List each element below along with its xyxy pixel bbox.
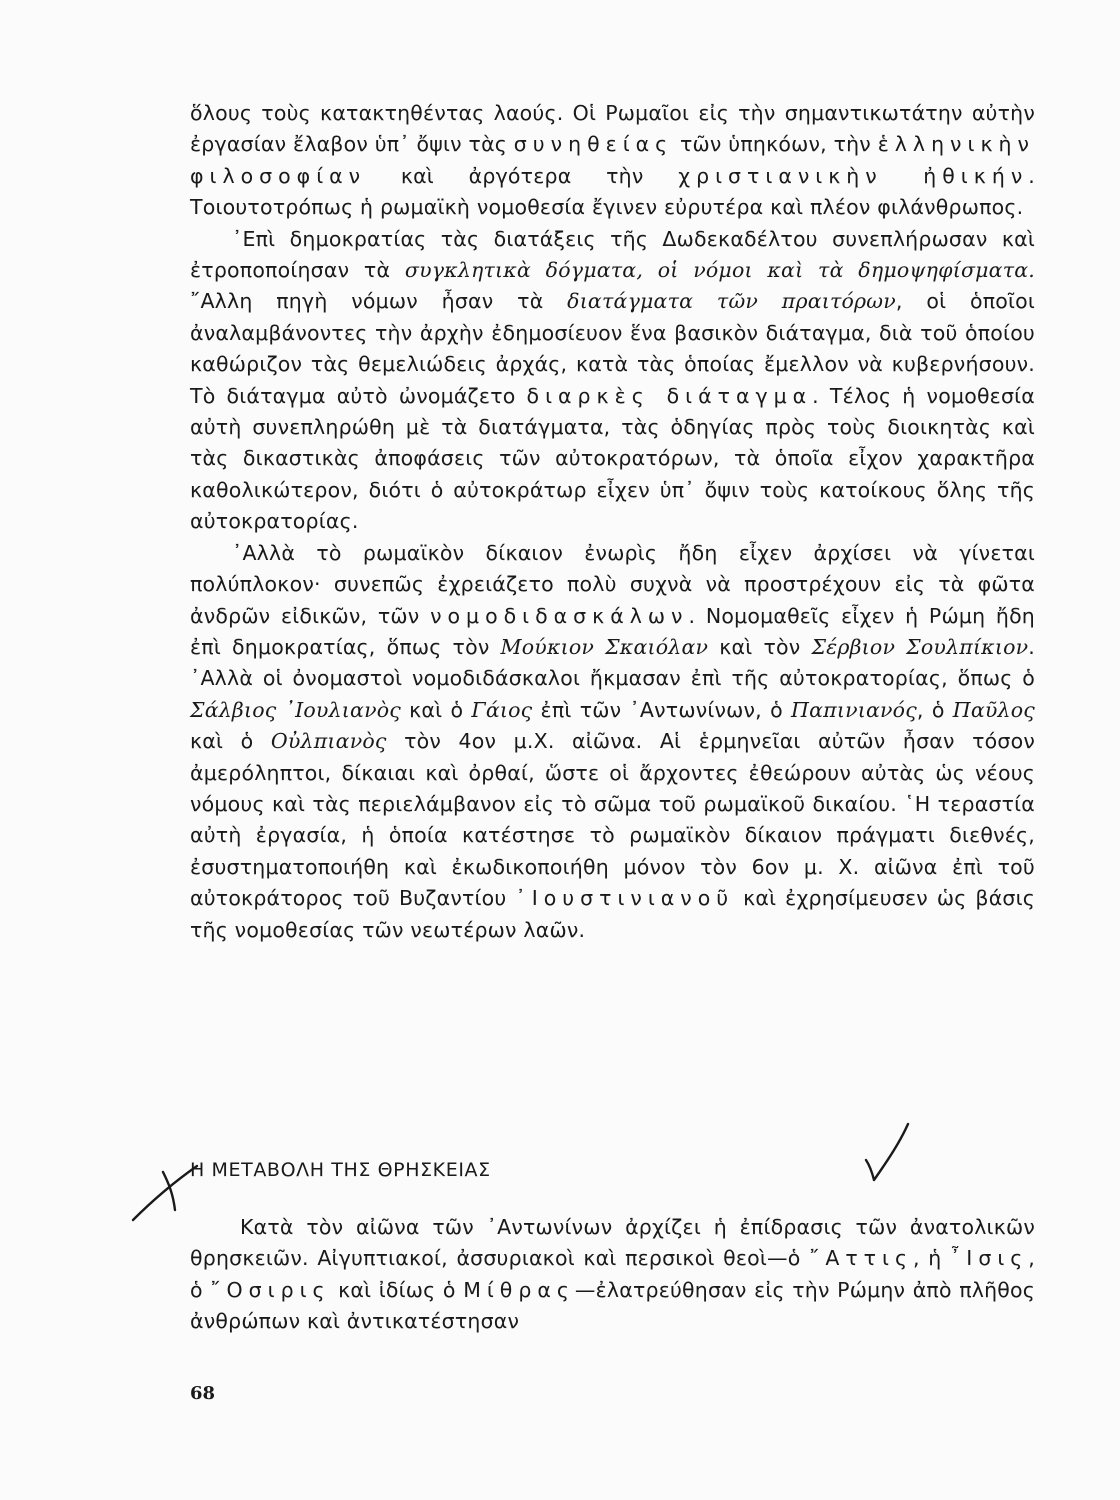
spaced-term: διαρκὲς διάταγμα xyxy=(526,383,813,408)
text-span: ᾽Αλλὰ τὸ ρωμαϊκὸν δίκαιον ἐνωρὶς ἤδη εἶχεν ἀρχίσει νὰ γίνεται πολύπλοκον· συνεπῶς ἐχρειάζετο πολὺ συχνὰ νὰ προστρέχουν εἰς τὰ φῶτα ἀνδρῶν εἰδικῶν, τῶν xyxy=(190,540,1035,628)
paragraph-2 xyxy=(190,224,1035,538)
paragraph-4 xyxy=(190,1212,1035,1338)
text-span: καὶ ὁ xyxy=(400,697,472,722)
italic-name: Σέρβιον Σουλπίκιον xyxy=(811,634,1029,659)
text-span: , ὁ xyxy=(190,1246,1036,1302)
text-span: , οἱ ὁποῖοι ἀναλαμβάνοντες τὴν ἀρχὴν ἐδημοσίευον ἕνα βασικὸν διάταγμα, διὰ τοῦ ὁποίου καθώριζον τὰς θεμελιώδεις ἀρχάς, κατὰ τὰς ὁποίας ἔμελλον νὰ κυβερνήσουν. Τὸ διάταγμα αὐτὸ ὠνομάζετο xyxy=(190,289,1036,408)
italic-term: διατάγματα τῶν πραιτόρων xyxy=(567,289,896,314)
spaced-term: ῎Αττις xyxy=(809,1246,913,1271)
text-span: Κατὰ τὸν αἰῶνα τῶν ᾽Αντωνίνων ἀρχίζει ἡ ἐπίδρασις τῶν ἀνατολικῶν θρησκειῶν. Αἰγυπτιακοί, ἀσσυριακοὶ καὶ περσικοὶ θεοὶ—ὁ xyxy=(190,1215,1035,1271)
spaced-term: συνηθείας xyxy=(513,132,674,157)
text-span: , ὁ xyxy=(916,697,953,722)
spaced-term: ἑλληνικὴν φιλοσοφίαν xyxy=(190,132,1035,188)
text-span: καὶ τὸν xyxy=(708,634,812,659)
italic-name: Σάλβιος ᾽Ιουλιανὸς xyxy=(190,697,401,722)
spaced-term: νομοδιδασκάλων xyxy=(430,603,689,628)
italic-name: Γάιος xyxy=(471,697,533,722)
italic-name: Παπινιανός xyxy=(791,697,917,722)
handwritten-slash-icon xyxy=(860,1120,920,1185)
text-span: . Νομομαθεῖς εἶχεν ἡ Ρώμη ἤδη ἐπὶ δημοκρατίας, ὅπως τὸν xyxy=(190,603,1036,659)
text-span: καὶ ἀργότερα τὴν xyxy=(366,163,679,188)
italic-term: συγκλητικὰ δόγματα, οἱ νόμοι καὶ τὰ δημοψηφίσματα. xyxy=(404,258,1035,283)
text-span: . ᾽Αλλὰ οἱ ὀνομαστοὶ νομοδιδάσκαλοι ἤκμασαν ἐπὶ τῆς αὐτοκρατορίας, ὅπως ὁ xyxy=(190,634,1035,691)
text-span: , ἡ xyxy=(913,1246,951,1271)
paragraph-3 xyxy=(190,538,1035,946)
body-text xyxy=(190,98,1035,946)
spaced-term: ᾽Ιουστινιανοῦ xyxy=(515,886,735,911)
spaced-term: χριστιανικὴν ἠθικήν xyxy=(678,163,1029,188)
italic-name: Οὐλπιανὸς xyxy=(270,729,387,754)
text-span: . Τέλος ἡ νομοθεσία αὐτὴ συνεπληρώθη μὲ τὰ διατάγματα, τὰς ὁδηγίας πρὸς τοὺς διοικητὰς καὶ τὰς δικαστικὰς ἀποφάσεις τῶν αὐτοκρατόρων, τὰ ὁποῖα εἶχον χαρακτῆρα καθολικώτερον, διότι ὁ αὐτοκράτωρ εἶχεν ὑπ᾽ ὄψιν τοὺς κατοίκους ὅλης τῆς αὐτοκρατορίας. xyxy=(190,383,1036,534)
text-span: ῎Αλλη πηγὴ νόμων ἦσαν τὰ xyxy=(190,289,568,314)
text-span: ὅλους τοὺς κατακτηθέντας λαούς. Οἱ Ρωμαῖοι εἰς τὴν σημαντικωτάτην αὐτὴν ἐργασίαν ἔλαβον ὑπ᾽ ὄψιν τὰς xyxy=(190,101,1035,157)
spaced-term: ῏Ισις xyxy=(950,1246,1029,1271)
text-span: —ἐλατρεύθησαν εἰς τὴν Ρώμην ἀπὸ πλῆθος ἀνθρώπων καὶ ἀντικατέστησαν xyxy=(190,1277,1036,1334)
text-span: τῶν ὑπηκόων, τὴν xyxy=(673,132,878,157)
spaced-term: Μίθρας xyxy=(463,1277,575,1302)
spaced-term: ῎Οσιρις xyxy=(210,1277,331,1302)
section-2-text xyxy=(190,1212,1035,1338)
text-span: καὶ ἰδίως ὁ xyxy=(330,1277,464,1302)
paragraph-1 xyxy=(190,98,1035,224)
italic-name: Παῦλος xyxy=(952,697,1035,722)
text-span: ἐπὶ τῶν ᾽Αντωνίνων, ὁ xyxy=(532,697,792,722)
text-span: καὶ ὁ xyxy=(190,729,271,754)
italic-name: Μούκιον Σκαιόλαν xyxy=(500,634,709,659)
text-span: τὸν 4ον μ.Χ. αἰῶνα. Αἱ ἑρμηνεῖαι αὐτῶν ἦσαν τόσον ἀμερόληπτοι, δίκαιαι καὶ ὀρθαί, ὥστε οἱ ἄρχοντες ἐθεώρουν αὐτὰς ὡς νέους νόμους καὶ τὰς περιελάμβανον εἰς τὸ σῶμα τοῦ ρωμαϊκοῦ δικαίου. ῾Η τεραστία αὐτὴ ἐργασία, ἡ ὁποία κατέστησε τὸ ρωμαϊκὸν δίκαιον πράγματι διεθνές, ἐσυστηματοποιήθη καὶ ἐκωδικοποιήθη μόνον τὸν 6ον μ. Χ. αἰῶνα ἐπὶ τοῦ αὐτοκράτορος τοῦ Βυζαντίου xyxy=(190,729,1035,911)
text-span: . Τοιουτοτρόπως ἡ ρωμαϊκὴ νομοθεσία ἔγινεν εὐρυτέρα καὶ πλέον φιλάνθρωπος. xyxy=(190,163,1035,220)
text-span: καὶ ἐχρησίμευσεν ὡς βάσις τῆς νομοθεσίας τῶν νεωτέρων λαῶν. xyxy=(190,886,1035,942)
text-span: ᾽Επὶ δημοκρατίας τὰς διατάξεις τῆς Δωδεκαδέλτου συνεπλήρωσαν καὶ ἐτροποποίησαν τὰ xyxy=(190,226,1035,283)
page-number: 68 xyxy=(190,1383,216,1404)
section-heading: Η ΜΕΤΑΒΟΛΗ ΤΗΣ ΘΡΗΣΚΕΙΑΣ xyxy=(190,1159,491,1181)
